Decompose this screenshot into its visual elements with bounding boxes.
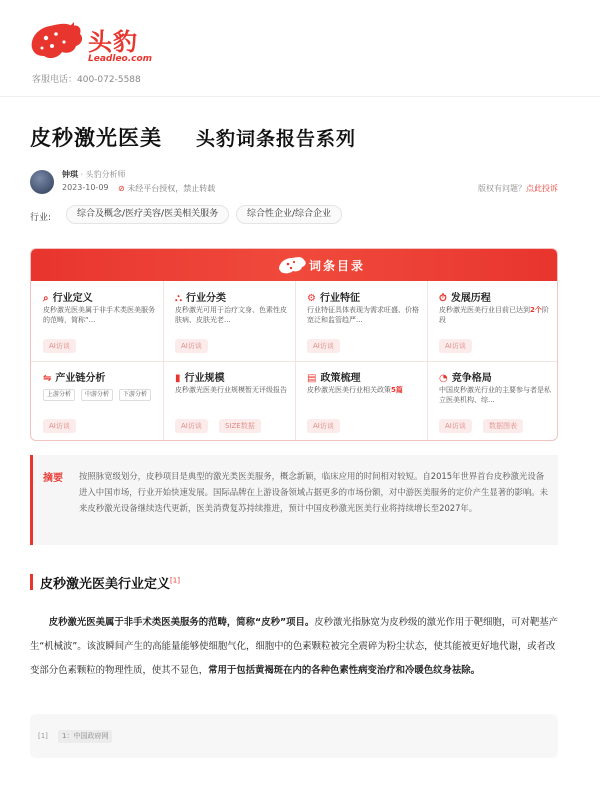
report-series-title: 头豹词条报告系列 [196, 128, 357, 150]
complaint-link[interactable]: 点此投诉 [526, 184, 558, 193]
industry-tag[interactable]: 综合性企业/综合企业 [236, 205, 342, 224]
definition-paragraph [30, 611, 558, 683]
abstract-label: 摘要 [43, 473, 63, 484]
reprint-notice [118, 183, 215, 194]
ai-interview-tag[interactable]: AI访谈 [307, 419, 340, 433]
reference-number: [1] [38, 732, 48, 740]
toc-item-classification[interactable] [163, 281, 295, 361]
toc-item-title: 行业分类 [186, 293, 226, 304]
author-avatar[interactable] [30, 170, 54, 194]
toc-item-policy[interactable] [295, 361, 427, 441]
publish-date: 2023-10-09 [62, 183, 109, 192]
section-accent-bar [30, 574, 33, 590]
downstream-analysis-tag[interactable]: 下游分析 [119, 389, 151, 401]
industry-label: 行业: [30, 213, 52, 223]
toc-item-desc: 皮秒激光医美行业规模暂无评级报告 [175, 386, 287, 394]
ai-interview-tag[interactable]: AI访谈 [439, 339, 472, 353]
midstream-analysis-tag[interactable]: 中游分析 [81, 389, 113, 401]
toc-item-chain[interactable] [31, 361, 163, 441]
author-role: · 头豹分析师 [80, 170, 126, 179]
toc-item-desc: 皮秒激光医美行业目前已达到2个阶段 [439, 306, 549, 324]
toc-item-features[interactable] [295, 281, 427, 361]
size-data-tag[interactable]: SIZE数据 [219, 419, 261, 433]
toc-item-desc: 皮秒激光医美属于非手术类医美服务的范畴，简称“... [43, 306, 155, 324]
toc-item-title: 行业定义 [52, 293, 93, 304]
toc-item-definition[interactable] [31, 281, 163, 361]
abstract-box [30, 455, 558, 545]
ai-interview-tag[interactable]: AI访谈 [175, 419, 208, 433]
logo[interactable] [28, 18, 158, 68]
definition-lead: 皮秒激光医美属于非手术类医美服务的范畴，简称“皮秒”项目。 [48, 617, 315, 628]
leopard-icon [277, 253, 307, 277]
hierarchy-icon: ⛬ [175, 293, 182, 304]
upstream-analysis-tag[interactable]: 上游分析 [43, 389, 75, 401]
ai-interview-tag[interactable]: AI访谈 [43, 419, 76, 433]
abstract-text: 按照脉宽级划分，皮秒项目是典型的激光类医美服务，概念新颖，临床应用的时间相对较短。自2015年世界首台皮秒激光设备进入中国市场，行业开始快速发展。国际品牌在上游设备领域占据更多的市场份额，对中游医美服务的定价产生显著的影响。未来皮秒激光设备继续迭代更新，医美消费复苏持续推进，预计中国皮秒激光医美行业将持续增长至2027年。 [79, 471, 548, 513]
document-icon: ▤ [307, 373, 317, 384]
ai-interview-tag[interactable]: AI访谈 [439, 419, 472, 433]
toc-card [30, 248, 558, 441]
definition-usage: 常用于包括黄褐斑在内的各种色素性病变治疗和冷暖色纹身祛除。 [208, 665, 481, 676]
header-divider [0, 96, 600, 97]
toc-item-title: 发展历程 [450, 293, 491, 304]
toc-item-scale[interactable] [163, 361, 295, 441]
service-phone: 客服电话：400-072-5588 [32, 75, 141, 85]
copyright-question: 版权有问题？ [478, 184, 526, 193]
toc-title: 词条目录 [309, 259, 366, 273]
brand-name: 头豹 [88, 28, 138, 56]
chain-icon: ⇋ [43, 373, 52, 384]
toc-item-history[interactable] [427, 281, 558, 361]
brand-domain: Leadleo.com [88, 54, 153, 64]
leopard-logo-icon [28, 18, 84, 64]
toc-item-desc: 皮秒激光医美行业相关政策5篇 [307, 386, 403, 394]
toc-item-title: 产业链分析 [55, 373, 106, 384]
pie-chart-icon: ◔ [439, 373, 448, 384]
reference-mark[interactable]: [1] [170, 576, 180, 585]
toc-item-title: 政策梳理 [320, 373, 361, 384]
ai-interview-tag[interactable]: AI访谈 [43, 339, 76, 353]
toc-item-desc: 中国皮秒激光行业的主要参与者是私立医美机构、综... [439, 386, 551, 404]
toc-item-title: 行业特征 [319, 293, 360, 304]
author-name: 钟琪 [62, 170, 78, 179]
ai-interview-tag[interactable]: AI访谈 [175, 339, 208, 353]
timeline-icon: ⏱ [439, 293, 447, 304]
gear-icon: ⚙ [307, 293, 316, 304]
reference-source[interactable]: 1：中国政府网 [58, 730, 112, 743]
copyright-complaint [478, 183, 558, 194]
magnifier-icon: ⌕ [43, 293, 49, 304]
page-title: 皮秒激光医美 [30, 126, 162, 150]
author-info [62, 169, 126, 180]
industry-tag[interactable]: 综合及概念/医疗美容/医美相关服务 [66, 205, 229, 224]
toc-item-title: 行业规模 [184, 373, 225, 384]
bar-chart-icon: ▮ [175, 373, 181, 384]
toc-header [31, 249, 558, 281]
toc-item-desc: 皮秒激光可用于治疗文身、色素性皮肤病、皮肤光老... [175, 306, 287, 324]
data-chart-tag[interactable]: 数据图表 [483, 419, 523, 433]
toc-item-title: 竞争格局 [451, 373, 492, 384]
definition-text: 皮秒激光指脉宽为皮秒级的激光作用于靶细胞，可对靶基产生“机械波”。该波瞬间产生的高能量能够使细胞气化，细胞中的色素颗粒被完全震碎为粉尘状态，使其能被更好地代谢，或者改变部分色素颗粒的物理性质，使其不显色， [30, 617, 559, 676]
toc-item-desc: 行业特征具体表现为需求旺盛、价格宽泛和监管趋严... [307, 306, 419, 324]
section-title: 皮秒激光医美行业定义[1] [40, 576, 180, 592]
forbidden-icon: ⊘ [118, 184, 125, 193]
ai-interview-tag[interactable]: AI访谈 [307, 339, 340, 353]
reprint-notice-text: 未经平台授权，禁止转载 [127, 184, 216, 193]
toc-item-competition[interactable] [427, 361, 558, 441]
reference-box [30, 714, 558, 758]
